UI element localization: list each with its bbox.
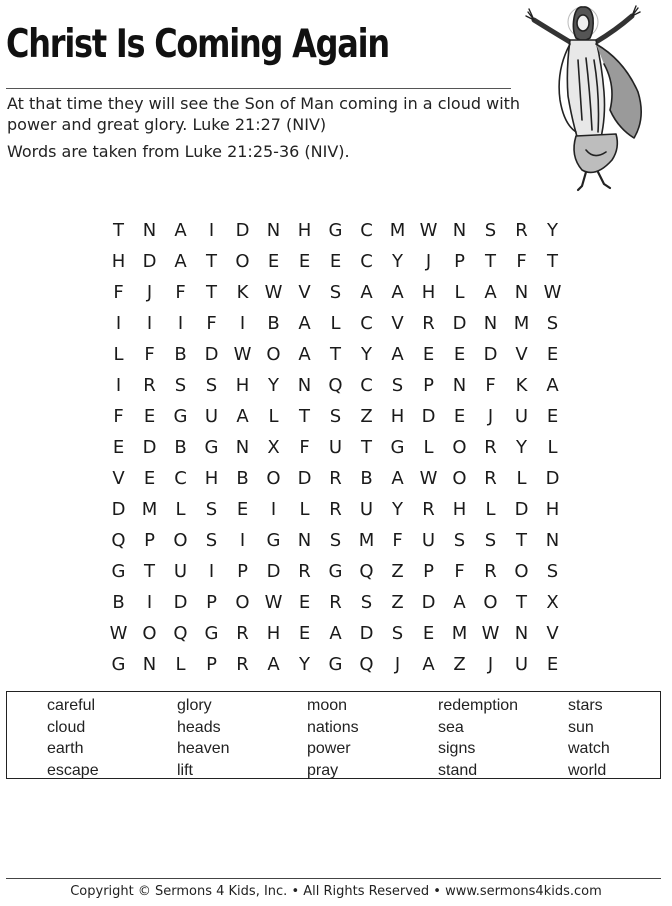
grid-letter: Y: [361, 344, 372, 365]
grid-letter: O: [266, 468, 281, 489]
grid-letter: U: [514, 406, 529, 427]
word-bank-word: earth: [47, 740, 84, 757]
grid-letter: D: [235, 220, 250, 241]
grid-letter: T: [547, 251, 558, 272]
grid-letter: U: [514, 654, 529, 675]
word-bank-word: moon: [307, 697, 348, 714]
grid-letter: O: [452, 468, 467, 489]
grid-letter: S: [329, 530, 342, 551]
grid-letter: T: [516, 592, 527, 613]
grid-letter: O: [173, 530, 188, 551]
grid-letter: J: [425, 251, 432, 272]
grid-letter: G: [328, 561, 343, 582]
grid-letter: F: [454, 561, 465, 582]
grid-letter: N: [235, 437, 250, 458]
grid-letter: S: [546, 561, 559, 582]
word-bank-word: heaven: [177, 740, 230, 757]
word-bank-word: glory: [177, 697, 212, 714]
grid-letter: G: [111, 654, 126, 675]
grid-letter: W: [419, 220, 438, 241]
grid-letter: S: [484, 530, 497, 551]
grid-row: [103, 401, 568, 432]
word-bank-word: world: [568, 761, 607, 779]
grid-row: [103, 525, 568, 556]
grid-letter: Q: [173, 623, 188, 644]
grid-letter: B: [112, 592, 125, 613]
grid-letter: O: [142, 623, 157, 644]
grid-letter: I: [270, 499, 277, 520]
grid-letter: N: [514, 623, 529, 644]
word-bank-word: escape: [47, 761, 99, 779]
grid-letter: A: [453, 592, 466, 613]
grid-letter: S: [205, 499, 218, 520]
grid-letter: R: [329, 468, 342, 489]
grid-letter: Z: [391, 561, 404, 582]
grid-letter: L: [423, 437, 434, 458]
grid-letter: R: [143, 375, 156, 396]
grid-row: [103, 432, 568, 463]
grid-letter: F: [175, 282, 186, 303]
grid-letter: F: [113, 282, 124, 303]
jesus-ascending-illustration: [520, 0, 666, 196]
grid-letter: L: [330, 313, 341, 334]
grid-letter: Q: [359, 561, 374, 582]
grid-letter: L: [299, 499, 310, 520]
grid-letter: O: [235, 592, 250, 613]
grid-letter: A: [360, 282, 373, 303]
grid-letter: S: [546, 313, 559, 334]
grid-letter: H: [390, 406, 405, 427]
grid-letter: A: [422, 654, 435, 675]
grid-letter: I: [115, 313, 122, 334]
grid-letter: P: [144, 530, 155, 551]
grid-letter: B: [267, 313, 280, 334]
grid-letter: D: [359, 623, 374, 644]
grid-row: [103, 215, 568, 246]
grid-letter: D: [421, 592, 436, 613]
grid-letter: A: [298, 344, 311, 365]
grid-letter: A: [484, 282, 497, 303]
grid-row: [103, 649, 568, 680]
word-bank-word: nations: [307, 718, 359, 736]
grid-letter: W: [481, 623, 500, 644]
grid-letter: E: [329, 251, 342, 272]
word-bank-word: power: [307, 740, 351, 757]
grid-letter: A: [391, 344, 404, 365]
grid-letter: I: [239, 530, 246, 551]
grid-letter: J: [487, 406, 494, 427]
grid-letter: W: [543, 282, 562, 303]
grid-letter: I: [208, 561, 215, 582]
grid-letter: J: [146, 282, 153, 303]
grid-letter: H: [452, 499, 467, 520]
grid-row: [103, 339, 568, 370]
grid-letter: O: [452, 437, 467, 458]
word-bank-word: lift: [177, 761, 193, 779]
grid-letter: F: [113, 406, 124, 427]
grid-letter: R: [484, 437, 497, 458]
grid-letter: C: [174, 468, 187, 489]
word-bank-word: cloud: [47, 718, 86, 736]
grid-row: [103, 618, 568, 649]
grid-letter: W: [233, 344, 252, 365]
grid-letter: T: [516, 530, 527, 551]
grid-letter: S: [174, 375, 187, 396]
grid-letter: L: [113, 344, 124, 365]
grid-letter: R: [236, 623, 249, 644]
grid-letter: W: [419, 468, 438, 489]
grid-letter: Q: [328, 375, 343, 396]
grid-letter: Z: [391, 592, 404, 613]
grid-letter: P: [423, 375, 434, 396]
grid-letter: A: [546, 375, 559, 396]
grid-letter: T: [206, 282, 217, 303]
grid-letter: W: [264, 282, 283, 303]
grid-letter: D: [514, 499, 529, 520]
grid-letter: H: [266, 623, 281, 644]
grid-letter: P: [206, 654, 217, 675]
grid-letter: A: [267, 654, 280, 675]
word-bank-column: [47, 695, 99, 781]
grid-row: [103, 308, 568, 339]
grid-letter: E: [298, 623, 311, 644]
grid-letter: A: [174, 251, 187, 272]
grid-letter: E: [422, 344, 435, 365]
grid-letter: S: [360, 592, 373, 613]
grid-row: [103, 463, 568, 494]
grid-letter: L: [175, 654, 186, 675]
grid-letter: G: [266, 530, 281, 551]
grid-row: [103, 246, 568, 277]
grid-letter: H: [297, 220, 312, 241]
grid-letter: P: [237, 561, 248, 582]
grid-letter: E: [546, 344, 559, 365]
grid-letter: F: [206, 313, 217, 334]
grid-letter: O: [483, 592, 498, 613]
grid-letter: E: [298, 592, 311, 613]
grid-letter: P: [454, 251, 465, 272]
grid-letter: E: [112, 437, 125, 458]
grid-letter: C: [360, 313, 373, 334]
grid-letter: D: [142, 251, 157, 272]
grid-letter: L: [485, 499, 496, 520]
grid-letter: V: [112, 468, 125, 489]
worksheet-title: Christ Is Coming Again: [6, 22, 389, 67]
grid-letter: G: [390, 437, 405, 458]
grid-letter: F: [144, 344, 155, 365]
grid-letter: G: [328, 654, 343, 675]
grid-letter: S: [205, 530, 218, 551]
grid-letter: G: [173, 406, 188, 427]
grid-letter: J: [487, 654, 494, 675]
grid-letter: D: [452, 313, 467, 334]
title-divider: [6, 88, 511, 89]
grid-letter: M: [358, 530, 375, 551]
grid-letter: N: [452, 375, 467, 396]
grid-letter: R: [236, 654, 249, 675]
word-bank-word: stand: [438, 761, 478, 779]
grid-letter: X: [546, 592, 559, 613]
grid-letter: N: [545, 530, 560, 551]
grid-letter: G: [111, 561, 126, 582]
grid-letter: M: [513, 313, 530, 334]
grid-letter: P: [206, 592, 217, 613]
grid-letter: E: [453, 406, 466, 427]
grid-letter: E: [546, 654, 559, 675]
grid-letter: K: [236, 282, 249, 303]
grid-letter: U: [328, 437, 343, 458]
grid-letter: A: [236, 406, 249, 427]
word-bank-word: heads: [177, 718, 221, 736]
grid-letter: Y: [392, 251, 403, 272]
grid-letter: I: [146, 313, 153, 334]
grid-letter: I: [239, 313, 246, 334]
grid-letter: I: [177, 313, 184, 334]
grid-letter: N: [297, 530, 312, 551]
grid-letter: F: [516, 251, 527, 272]
grid-letter: S: [205, 375, 218, 396]
grid-letter: Y: [392, 499, 403, 520]
word-bank-word: sea: [438, 718, 464, 736]
grid-letter: W: [264, 592, 283, 613]
grid-letter: I: [146, 592, 153, 613]
grid-letter: D: [545, 468, 560, 489]
grid-letter: S: [329, 282, 342, 303]
grid-letter: D: [111, 499, 126, 520]
grid-letter: C: [360, 220, 373, 241]
grid-letter: K: [515, 375, 528, 396]
grid-letter: U: [359, 499, 374, 520]
grid-letter: Y: [516, 437, 527, 458]
grid-letter: N: [297, 375, 312, 396]
word-bank-word: redemption: [438, 697, 519, 714]
grid-letter: U: [173, 561, 188, 582]
grid-letter: J: [394, 654, 401, 675]
word-bank-word: watch: [568, 740, 610, 757]
grid-letter: T: [361, 437, 372, 458]
grid-letter: E: [143, 468, 156, 489]
grid-letter: M: [141, 499, 158, 520]
word-bank-column: [568, 695, 610, 781]
grid-letter: D: [297, 468, 312, 489]
grid-letter: L: [516, 468, 527, 489]
grid-letter: A: [329, 623, 342, 644]
word-bank-column: [307, 695, 359, 781]
grid-letter: W: [109, 623, 128, 644]
grid-letter: V: [515, 344, 528, 365]
grid-letter: T: [330, 344, 341, 365]
grid-letter: X: [267, 437, 280, 458]
word-bank-word: signs: [438, 740, 476, 757]
grid-letter: R: [422, 499, 435, 520]
grid-letter: B: [174, 344, 187, 365]
scripture-verse: At that time they will see the Son of Man coming in a cloud with power and great glory. Luke 21:27 (NIV): [7, 94, 521, 134]
grid-letter: A: [391, 282, 404, 303]
word-bank-column: [177, 695, 230, 781]
word-bank: [6, 691, 661, 779]
grid-letter: O: [266, 344, 281, 365]
grid-letter: T: [144, 561, 155, 582]
grid-letter: V: [546, 623, 559, 644]
word-bank-word: stars: [568, 697, 603, 714]
grid-letter: E: [298, 251, 311, 272]
word-bank-word: sun: [568, 718, 594, 736]
grid-letter: N: [266, 220, 281, 241]
grid-row: [103, 370, 568, 401]
grid-letter: E: [236, 499, 249, 520]
grid-letter: F: [392, 530, 403, 551]
grid-letter: N: [483, 313, 498, 334]
grid-letter: E: [267, 251, 280, 272]
grid-letter: S: [329, 406, 342, 427]
grid-letter: A: [174, 220, 187, 241]
grid-letter: D: [204, 344, 219, 365]
grid-letter: G: [204, 437, 219, 458]
grid-letter: D: [421, 406, 436, 427]
grid-letter: H: [421, 282, 436, 303]
grid-letter: T: [113, 220, 124, 241]
grid-letter: D: [266, 561, 281, 582]
grid-letter: T: [299, 406, 310, 427]
grid-letter: R: [329, 499, 342, 520]
grid-letter: S: [391, 623, 404, 644]
grid-letter: P: [423, 561, 434, 582]
grid-letter: D: [173, 592, 188, 613]
grid-letter: R: [422, 313, 435, 334]
grid-letter: Z: [360, 406, 373, 427]
footer-divider: [6, 878, 661, 879]
grid-letter: A: [391, 468, 404, 489]
grid-letter: N: [142, 220, 157, 241]
grid-letter: D: [142, 437, 157, 458]
word-bank-column: [438, 695, 518, 781]
grid-letter: G: [204, 623, 219, 644]
grid-letter: L: [175, 499, 186, 520]
grid-letter: U: [204, 406, 219, 427]
grid-row: [103, 494, 568, 525]
grid-letter: U: [421, 530, 436, 551]
grid-letter: B: [236, 468, 249, 489]
grid-letter: Y: [547, 220, 558, 241]
grid-letter: S: [484, 220, 497, 241]
word-bank-word: pray: [307, 761, 339, 779]
grid-letter: T: [206, 251, 217, 272]
grid-letter: R: [515, 220, 528, 241]
grid-letter: E: [422, 623, 435, 644]
grid-letter: I: [208, 220, 215, 241]
grid-letter: H: [111, 251, 126, 272]
grid-row: [103, 556, 568, 587]
grid-letter: M: [389, 220, 406, 241]
grid-row: [103, 587, 568, 618]
grid-letter: R: [484, 561, 497, 582]
grid-letter: T: [485, 251, 496, 272]
grid-letter: G: [328, 220, 343, 241]
grid-letter: H: [235, 375, 250, 396]
scripture-source: Words are taken from Luke 21:25-36 (NIV).: [7, 142, 350, 161]
grid-letter: R: [329, 592, 342, 613]
copyright-footer: Copyright © Sermons 4 Kids, Inc. • All Rights Reserved • www.sermons4kids.com: [70, 884, 602, 899]
grid-letter: Q: [359, 654, 374, 675]
grid-letter: S: [391, 375, 404, 396]
grid-letter: H: [204, 468, 219, 489]
grid-letter: N: [452, 220, 467, 241]
grid-letter: M: [451, 623, 468, 644]
grid-letter: I: [115, 375, 122, 396]
grid-letter: R: [484, 468, 497, 489]
grid-letter: L: [268, 406, 279, 427]
grid-letter: F: [299, 437, 310, 458]
grid-letter: E: [143, 406, 156, 427]
grid-letter: C: [360, 251, 373, 272]
grid-letter: O: [514, 561, 529, 582]
grid-letter: Z: [453, 654, 466, 675]
grid-letter: S: [453, 530, 466, 551]
grid-letter: N: [142, 654, 157, 675]
grid-letter: B: [360, 468, 373, 489]
grid-row: [103, 277, 568, 308]
grid-letter: N: [514, 282, 529, 303]
grid-letter: L: [547, 437, 558, 458]
word-bank-word: careful: [47, 697, 96, 714]
grid-letter: A: [298, 313, 311, 334]
grid-letter: C: [360, 375, 373, 396]
grid-letter: E: [546, 406, 559, 427]
grid-letter: B: [174, 437, 187, 458]
grid-letter: H: [545, 499, 560, 520]
grid-letter: E: [453, 344, 466, 365]
grid-letter: V: [391, 313, 404, 334]
grid-letter: O: [235, 251, 250, 272]
grid-letter: D: [483, 344, 498, 365]
grid-letter: V: [298, 282, 311, 303]
grid-letter: Q: [111, 530, 126, 551]
grid-letter: Y: [268, 375, 279, 396]
grid-letter: F: [485, 375, 496, 396]
grid-letter: R: [298, 561, 311, 582]
grid-letter: Y: [299, 654, 310, 675]
word-search-grid: [103, 215, 568, 680]
grid-letter: L: [454, 282, 465, 303]
